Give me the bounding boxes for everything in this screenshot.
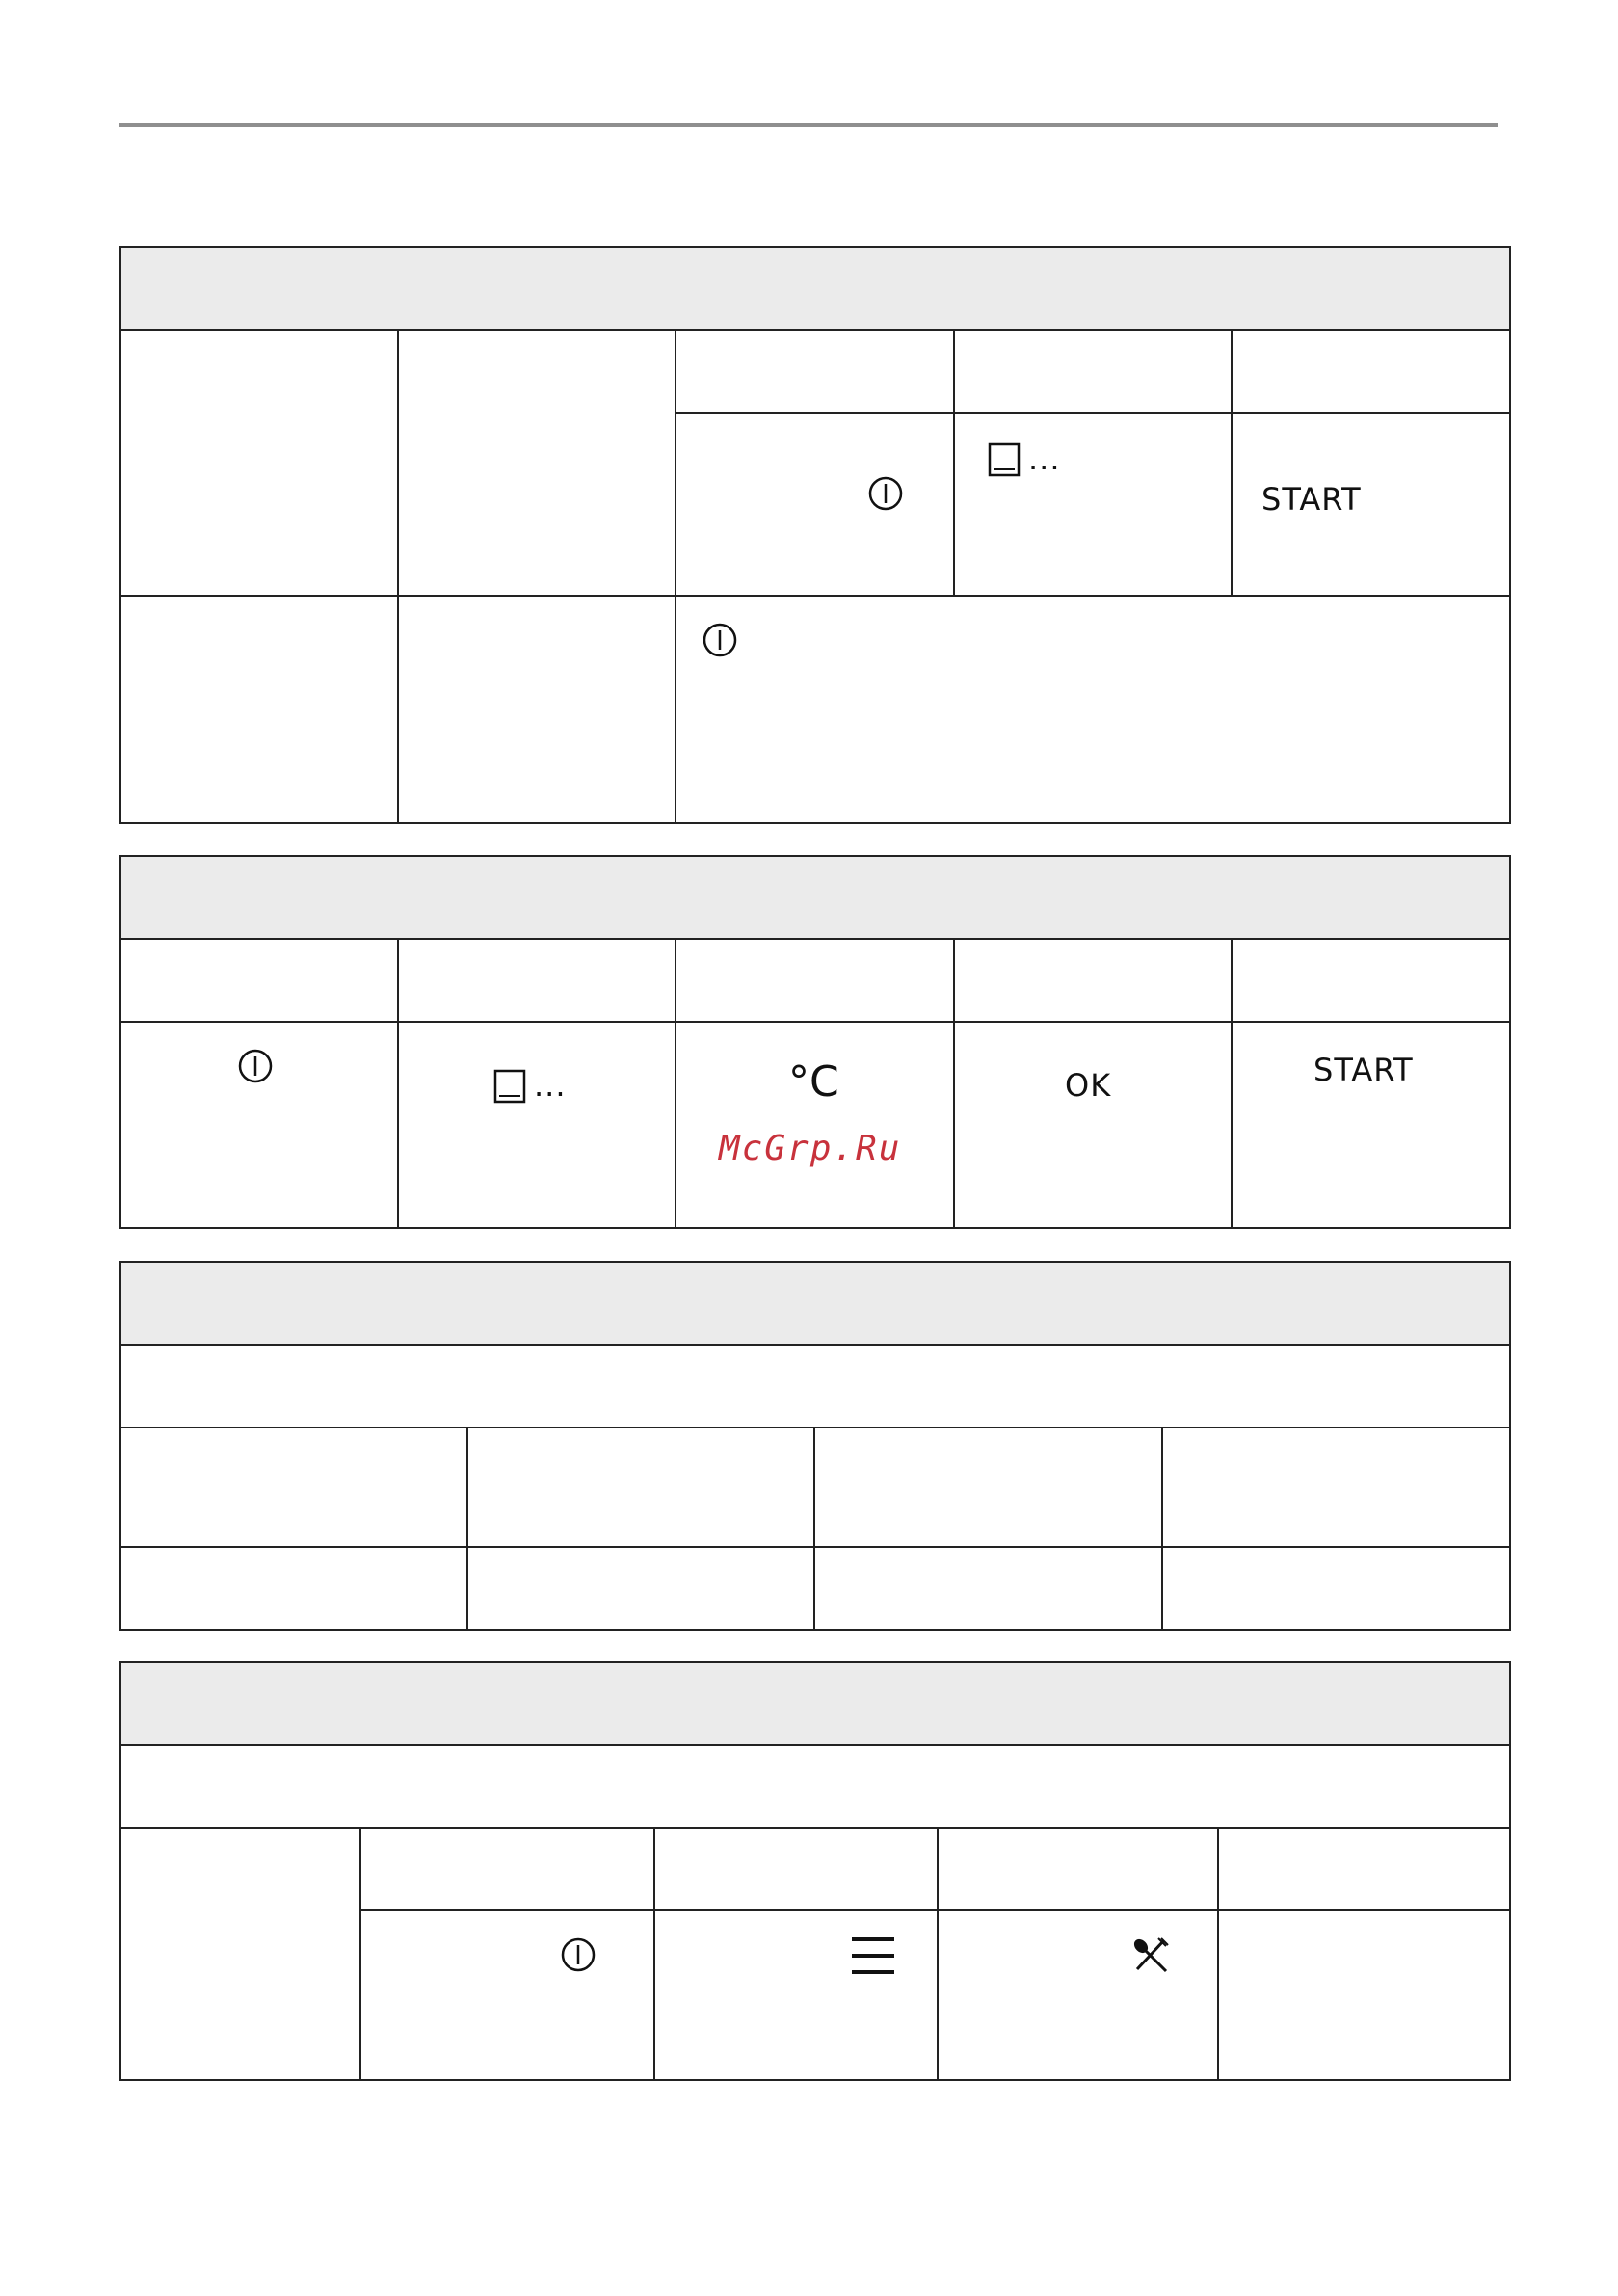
table-1-header bbox=[120, 247, 1510, 330]
table-3-cell bbox=[1162, 1428, 1510, 1547]
table-2-cell bbox=[676, 939, 954, 1022]
ok-label: OK bbox=[1065, 1067, 1112, 1104]
table-4 bbox=[119, 1661, 1511, 2081]
table-2-header bbox=[120, 856, 1510, 939]
table-3-cell bbox=[120, 1547, 467, 1630]
table-2-cell bbox=[1232, 939, 1510, 1022]
table-2-cell bbox=[954, 939, 1232, 1022]
table-4-step-cell bbox=[360, 1910, 654, 2080]
table-2-step-cell bbox=[954, 1022, 1232, 1228]
table-4-cell bbox=[938, 1828, 1218, 1910]
table-1-step-cell bbox=[1232, 413, 1510, 596]
table-3-cell bbox=[467, 1547, 814, 1630]
table-3-cell bbox=[1162, 1547, 1510, 1630]
table-2-cell bbox=[120, 939, 398, 1022]
cutlery-icon bbox=[1131, 1936, 1170, 1975]
table-1 bbox=[119, 246, 1511, 824]
ellipsis-text: ... bbox=[534, 1067, 567, 1104]
table-4-step-cell bbox=[654, 1910, 938, 2080]
table-1-cell bbox=[120, 596, 398, 823]
table-4-step-cell bbox=[938, 1910, 1218, 2080]
power-icon bbox=[237, 1048, 274, 1084]
table-2-step-cell bbox=[1232, 1022, 1510, 1228]
table-1-cell bbox=[120, 330, 398, 596]
start-label: START bbox=[1313, 1052, 1414, 1088]
top-rule bbox=[119, 123, 1498, 127]
power-icon bbox=[702, 622, 738, 658]
table-3 bbox=[119, 1261, 1511, 1631]
oven-function-icon bbox=[988, 441, 1061, 477]
table-3-header bbox=[120, 1262, 1510, 1345]
oven-function-icon bbox=[493, 1067, 567, 1104]
table-4-subheader bbox=[120, 1745, 1510, 1828]
table-1-cell bbox=[1232, 330, 1510, 413]
table-4-cell bbox=[654, 1828, 938, 1910]
table-1-cell bbox=[676, 330, 954, 413]
table-4-cell bbox=[360, 1828, 654, 1910]
ellipsis-text: ... bbox=[1028, 441, 1061, 477]
table-1-cell bbox=[398, 596, 676, 823]
table-3-subheader bbox=[120, 1345, 1510, 1428]
table-2 bbox=[119, 855, 1511, 1229]
table-4-header bbox=[120, 1662, 1510, 1745]
table-2-step-cell bbox=[120, 1022, 398, 1228]
table-4-cell bbox=[1218, 1828, 1510, 1910]
menu-icon bbox=[850, 1935, 896, 1977]
watermark-text: McGrp.Ru bbox=[719, 1129, 902, 1168]
table-3-cell bbox=[467, 1428, 814, 1547]
table-1-cell bbox=[954, 330, 1232, 413]
table-2-step-cell bbox=[398, 1022, 676, 1228]
table-4-step-cell bbox=[1218, 1910, 1510, 2080]
table-3-cell bbox=[814, 1547, 1162, 1630]
table-3-cell bbox=[120, 1428, 467, 1547]
table-1-cell bbox=[398, 330, 676, 596]
celsius-symbol: °C bbox=[788, 1057, 839, 1107]
power-icon bbox=[867, 475, 904, 512]
table-2-cell bbox=[398, 939, 676, 1022]
table-4-cell bbox=[120, 1828, 360, 2080]
table-1-wide-cell bbox=[676, 596, 1510, 823]
table-3-cell bbox=[814, 1428, 1162, 1547]
table-1-step-cell bbox=[954, 413, 1232, 596]
table-1-step-cell bbox=[676, 413, 954, 596]
table-2-step-cell bbox=[676, 1022, 954, 1228]
power-icon bbox=[560, 1936, 597, 1973]
start-label: START bbox=[1261, 481, 1362, 518]
